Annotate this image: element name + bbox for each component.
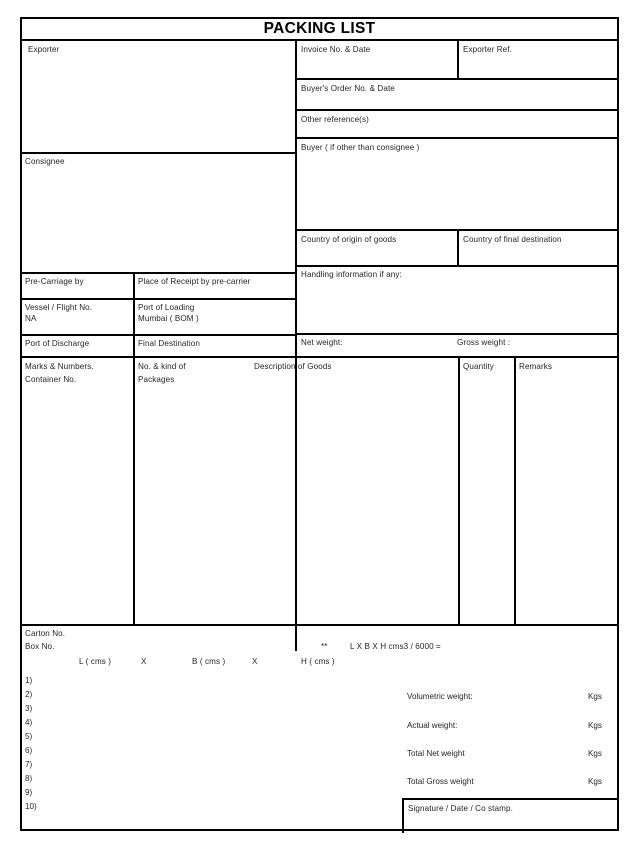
handling-information-label: Handling information if any: [301, 270, 402, 279]
page-title: PACKING LIST [263, 20, 376, 37]
list-item[interactable]: 3) [25, 704, 33, 713]
goods-column-packages-label-line2: Packages [138, 375, 175, 384]
dimension-length-label: L ( cms ) [79, 657, 112, 666]
actual-weight-unit: Kgs [588, 721, 602, 730]
buyer-label: Buyer ( if other than consignee ) [301, 143, 420, 152]
dimension-multiply-2: X [252, 657, 258, 666]
goods-column-remarks[interactable] [516, 358, 617, 624]
list-item[interactable]: 6) [25, 746, 33, 755]
signature-label: Signature / Date / Co stamp. [408, 804, 513, 813]
list-item[interactable]: 1) [25, 676, 33, 685]
goods-column-packages[interactable] [135, 358, 458, 624]
vessel-flight-value: NA [25, 314, 37, 323]
final-destination-field[interactable] [135, 336, 295, 356]
gross-weight-label: Gross weight : [457, 338, 511, 347]
total-net-weight-label: Total Net weight [407, 749, 465, 758]
dimension-breadth-label: B ( cms ) [192, 657, 226, 666]
port-of-discharge-field[interactable] [22, 336, 133, 356]
formula-marker: ** [321, 642, 328, 651]
port-of-discharge-label: Port of Discharge [25, 339, 90, 348]
country-origin-field[interactable] [297, 231, 457, 265]
exporter-label: Exporter [28, 45, 60, 54]
box-no-label: Box No. [25, 642, 55, 651]
invoice-no-date-field[interactable] [297, 41, 457, 78]
other-reference-label: Other reference(s) [301, 115, 369, 124]
pre-carriage-field[interactable] [22, 274, 133, 298]
pre-carriage-label: Pre-Carriage by [25, 277, 84, 286]
document-frame [20, 17, 619, 831]
carton-no-label: Carton No. [25, 629, 66, 638]
goods-column-quantity-label: Quantity [463, 362, 494, 371]
volumetric-weight-label: Volumetric weight: [407, 692, 473, 701]
other-reference-field[interactable] [297, 111, 617, 137]
vessel-flight-label: Vessel / Flight No. [25, 303, 93, 312]
list-item[interactable]: 7) [25, 760, 33, 769]
formula-text: L X B X H cms3 / 6000 = [350, 642, 441, 651]
dimension-height-label: H ( cms ) [301, 657, 335, 666]
port-of-loading-label: Port of Loading [138, 303, 195, 312]
list-item[interactable]: 8) [25, 774, 33, 783]
buyer-field[interactable] [297, 139, 617, 229]
list-item[interactable]: 4) [25, 718, 33, 727]
consignee-field[interactable] [22, 154, 295, 272]
handling-information-field[interactable] [297, 267, 617, 333]
final-destination-label: Final Destination [138, 339, 200, 348]
list-item[interactable]: 5) [25, 732, 33, 741]
goods-column-description-label: Description of Goods [254, 362, 332, 371]
invoice-no-date-label: Invoice No. & Date [301, 45, 371, 54]
list-item[interactable]: 2) [25, 690, 33, 699]
total-gross-weight-unit: Kgs [588, 777, 602, 786]
goods-column-marks[interactable] [22, 358, 133, 624]
total-net-weight-unit: Kgs [588, 749, 602, 758]
dimension-multiply-1: X [141, 657, 147, 666]
exporter-ref-label: Exporter Ref. [463, 45, 512, 54]
actual-weight-label: Actual weight: [407, 721, 458, 730]
country-destination-label: Country of final destination [463, 235, 562, 244]
list-item[interactable]: 9) [25, 788, 33, 797]
country-origin-label: Country of origin of goods [301, 235, 397, 244]
total-gross-weight-label: Total Gross weight [407, 777, 474, 786]
goods-column-marks-label-line2: Container No. [25, 375, 77, 384]
exporter-ref-field[interactable] [459, 41, 617, 78]
net-gross-weight-row [297, 335, 617, 356]
goods-column-quantity[interactable] [460, 358, 514, 624]
signature-box[interactable] [404, 800, 617, 833]
port-of-loading-value: Mumbai ( BOM ) [138, 314, 199, 323]
consignee-label: Consignee [25, 157, 65, 166]
vessel-flight-field[interactable] [22, 300, 133, 334]
exporter-field[interactable] [22, 41, 295, 152]
volumetric-weight-unit: Kgs [588, 692, 602, 701]
buyers-order-field[interactable] [297, 80, 617, 109]
buyers-order-label: Buyer's Order No. & Date [301, 84, 395, 93]
goods-column-remarks-label: Remarks [519, 362, 553, 371]
goods-column-marks-label-line1: Marks & Numbers. [25, 362, 94, 371]
goods-column-packages-label-line1: No. & kind of [138, 362, 186, 371]
document-title-bar [22, 19, 617, 41]
place-of-receipt-label: Place of Receipt by pre-carrier [138, 277, 251, 286]
place-of-receipt-field[interactable] [135, 274, 295, 298]
list-item[interactable]: 10) [25, 802, 37, 811]
weight-summary [407, 692, 617, 802]
country-destination-field[interactable] [459, 231, 617, 265]
net-weight-label: Net weight: [301, 338, 343, 347]
port-of-loading-field[interactable] [135, 300, 295, 334]
